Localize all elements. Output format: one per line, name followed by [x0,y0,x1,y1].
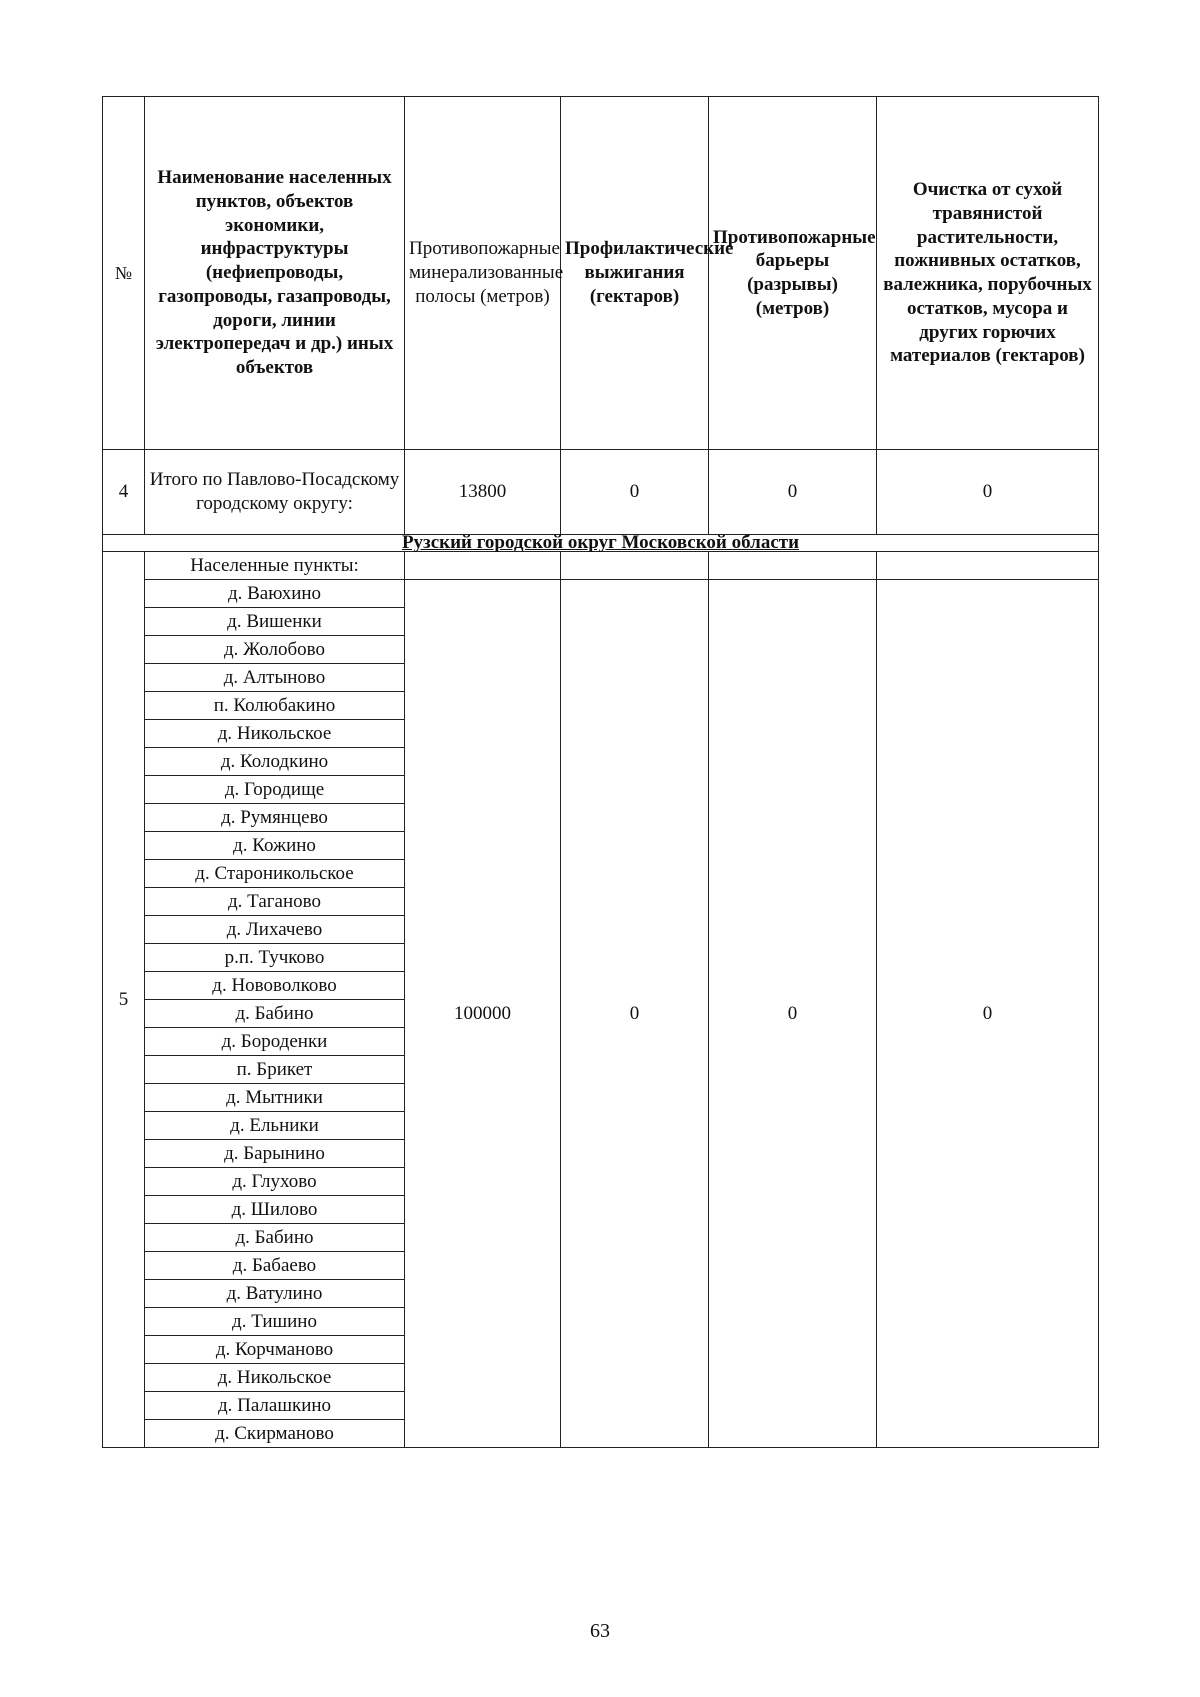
settlement-name: п. Колюбакино [145,692,405,720]
settlement-name: д. Барынино [145,1140,405,1168]
settlement-name: д. Бороденки [145,1028,405,1056]
total-row-barriers: 0 [709,450,877,535]
total-row-name: Итого по Павлово-Посадскому городскому округу: [145,450,405,535]
settlement-name: д. Ельники [145,1112,405,1140]
settlement-name: д. Ваюхино [145,580,405,608]
header-burning: Профилактические выжигания (гектаров) [561,97,709,450]
settlement-name: д. Жолобово [145,636,405,664]
settlement-name: д. Нововолково [145,972,405,1000]
settlement-name: д. Скирманово [145,1420,405,1448]
header-strips: Противопожарные минерализованные полосы (метров) [405,97,561,450]
settlement-name: д. Лихачево [145,916,405,944]
header-name: Наименование населенных пунктов, объектов экономики, инфраструктуры (нефиепроводы, газопроводы, газапроводы, дороги, линии электропередач и др.) иных объектов [145,97,405,450]
block-number: 5 [103,552,145,1448]
total-row-cleaning: 0 [877,450,1099,535]
settlement-name: д. Алтыново [145,664,405,692]
settlement-name: д. Никольское [145,1364,405,1392]
page-number: 63 [590,1620,610,1642]
settlement-name: д. Ватулино [145,1280,405,1308]
settlement-name: д. Мытники [145,1084,405,1112]
empty-cell [405,552,561,580]
settlement-name: д. Палашкино [145,1392,405,1420]
region-title: Рузский городской округ Московской области [103,535,1099,552]
places-label: Населенные пункты: [145,552,405,580]
empty-cell [709,552,877,580]
settlement-name: д. Никольское [145,720,405,748]
block-barriers: 0 [709,580,877,1448]
block-strips: 100000 [405,580,561,1448]
block-burning: 0 [561,580,709,1448]
total-row-burning: 0 [561,450,709,535]
settlement-name: д. Бабино [145,1224,405,1252]
total-row-strips: 13800 [405,450,561,535]
settlement-name: д. Шилово [145,1196,405,1224]
settlement-name: д. Кожино [145,832,405,860]
settlement-name: д. Бабино [145,1000,405,1028]
total-row-number: 4 [103,450,145,535]
total-row [103,450,1099,535]
settlement-name: д. Тишино [145,1308,405,1336]
header-barriers: Противопожарные барьеры (разрывы) (метров) [709,97,877,450]
settlement-name: д. Староникольское [145,860,405,888]
empty-cell [561,552,709,580]
settlement-name: р.п. Тучково [145,944,405,972]
block-cleaning: 0 [877,580,1099,1448]
header-cleaning: Очистка от сухой травянистой растительности, пожнивных остатков, валежника, порубочных остатков, мусора и других горючих материалов (гектаров) [877,97,1099,450]
settlement-name: д. Бабаево [145,1252,405,1280]
settlement-name: д. Городище [145,776,405,804]
header-row [103,97,1099,450]
places-label-row [103,552,1099,580]
settlement-name: д. Таганово [145,888,405,916]
settlement-row [103,580,1099,608]
settlement-name: д. Корчманово [145,1336,405,1364]
settlement-name: д. Глухово [145,1168,405,1196]
settlement-name: д. Румянцево [145,804,405,832]
settlement-name: д. Вишенки [145,608,405,636]
empty-cell [877,552,1099,580]
settlement-name: д. Колодкино [145,748,405,776]
header-number: № [103,97,145,450]
region-row [103,535,1099,552]
settlement-name: п. Брикет [145,1056,405,1084]
fire-safety-table [102,96,1099,1448]
